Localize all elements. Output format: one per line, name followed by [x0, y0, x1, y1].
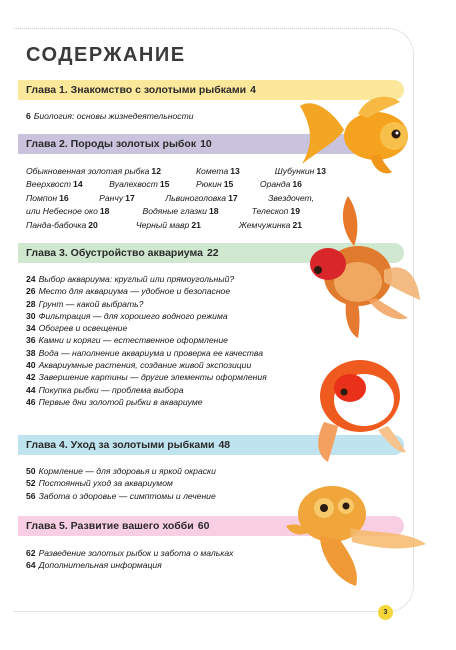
toc-entry[interactable]	[26, 110, 194, 122]
breed-item[interactable]: Телескоп 19	[251, 206, 300, 217]
breed-item[interactable]: Львиноголовка 17	[165, 192, 238, 203]
breed-item[interactable]: Оранда 16	[259, 179, 302, 190]
breed-item[interactable]: Ранчу 17	[99, 192, 135, 203]
chapter-5-entries	[26, 547, 233, 572]
breed-item[interactable]: Панда-бабочка 20	[26, 219, 98, 230]
chapter-3-label: Глава 3. Обустройство аквариума	[26, 247, 203, 259]
chapter-4-entries	[26, 465, 216, 502]
toc-entry[interactable]: 24 Выбор аквариума: круглый или прямоугольный?	[26, 274, 235, 284]
toc-entry[interactable]: 62 Разведение золотых рыбок и забота о мальках	[26, 548, 234, 558]
chapter-4-label: Глава 4. Уход за золотыми рыбками	[26, 439, 215, 451]
breed-row	[26, 192, 316, 205]
chapter-3-page: 22	[206, 247, 219, 259]
toc-entry[interactable]: 34 Обогрев и освещение	[26, 323, 128, 334]
chapter-2-page: 10	[200, 138, 212, 150]
toc-entry[interactable]: 52 Постоянный уход за аквариумом	[26, 478, 173, 489]
breed-item[interactable]: Жемчужинка 21	[238, 219, 302, 230]
page-number-badge: 3	[378, 605, 393, 620]
breed-item[interactable]: Рюкин 15	[196, 179, 234, 190]
chapter-1-page: 4	[250, 84, 256, 96]
toc-entry[interactable]: 44 Покупка рыбки — проблема выбора	[26, 384, 184, 395]
chapter-1-entries	[26, 110, 194, 122]
breed-item[interactable]: Звездочет,	[268, 192, 314, 203]
breed-row	[26, 178, 302, 191]
goldfish-illustration-4	[280, 474, 428, 588]
chapter-5-page: 60	[197, 520, 210, 532]
chapter-1-label: Глава 1. Знакомство с золотыми рыбками	[26, 84, 247, 96]
breed-item[interactable]: Водяные глазки 18	[142, 206, 219, 217]
goldfish-illustration-3	[304, 346, 408, 464]
goldfish-illustration-1	[296, 86, 420, 178]
chapter-4-page: 48	[218, 439, 231, 451]
toc-entry[interactable]: 30 Фильтрация — для хорошего водного режима	[26, 310, 228, 321]
toc-entry[interactable]: 36 Камни и коряги — естественное оформление	[26, 335, 228, 346]
breed-row	[26, 219, 302, 232]
breed-item[interactable]: Комета 13	[195, 166, 240, 176]
breed-item[interactable]: Шубункин 13	[274, 166, 326, 176]
entry-page: 6	[26, 111, 31, 121]
toc-entry[interactable]: 38 Вода — наполнение аквариума и проверка ее качества	[26, 347, 263, 358]
breed-item[interactable]: Помпон 16	[26, 192, 69, 203]
entry-text: Биология: основы жизнедеятельности	[33, 111, 194, 121]
breed-item[interactable]: Обыкновенная золотая рыбка 12	[26, 166, 161, 176]
breed-row	[26, 165, 326, 178]
toc-entry[interactable]: 46 Первые дни золотой рыбки в аквариуме	[26, 396, 203, 407]
breed-item[interactable]: или Небесное око 18	[26, 206, 110, 217]
toc-entry[interactable]: 50 Кормление — для здоровья и яркой окраски	[26, 466, 216, 476]
chapter-5-label: Глава 5. Развитие вашего хобби	[26, 520, 194, 532]
page-title: СОДЕРЖАНИЕ	[26, 44, 186, 66]
chapter-3-entries	[26, 273, 267, 408]
toc-entry[interactable]: 40 Аквариумные растения, создание живой экспозиции	[26, 360, 252, 371]
toc-entry[interactable]: 64 Дополнительная информация	[26, 560, 162, 571]
chapter-2-label: Глава 2. Породы золотых рыбок	[26, 138, 197, 150]
toc-entry[interactable]: 56 Забота о здоровье — симптомы и лечение	[26, 490, 216, 501]
breed-item[interactable]: Вуалехвост 15	[109, 179, 170, 190]
toc-entry[interactable]: 42 Завершение картины — другие элементы оформления	[26, 372, 267, 383]
toc-entry[interactable]: 28 Грунт — какой выбрать?	[26, 298, 144, 309]
breed-list	[26, 165, 326, 232]
breed-row	[26, 205, 300, 218]
goldfish-illustration-2	[288, 190, 422, 340]
breed-item[interactable]: Черный мавр 21	[135, 219, 201, 230]
breed-item[interactable]: Вееρхвост 14	[26, 179, 83, 190]
toc-entry[interactable]: 26 Место для аквариума — удобное и безопасное	[26, 286, 231, 297]
